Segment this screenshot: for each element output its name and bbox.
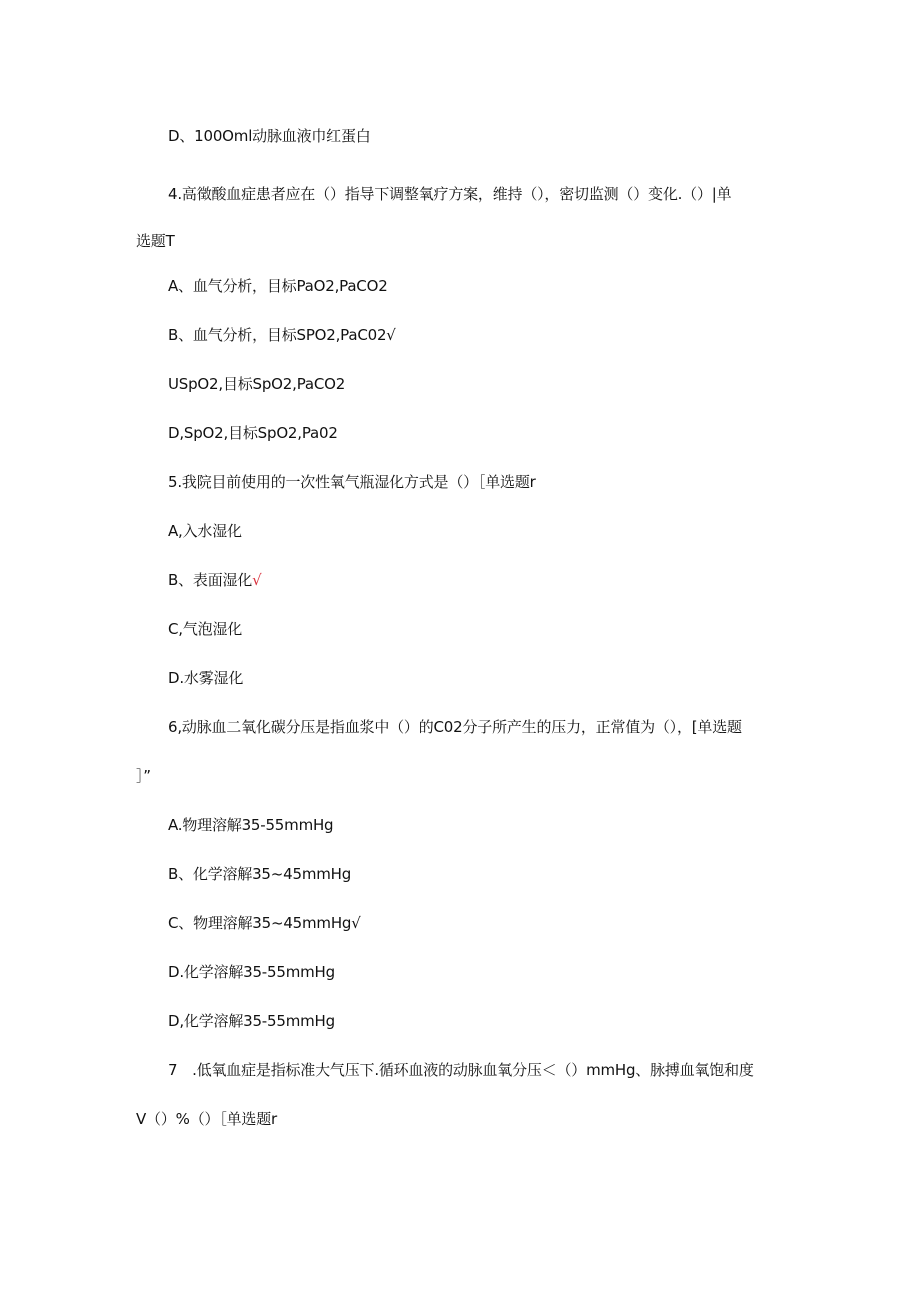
q5-option-d: D.水雾湿化 — [168, 669, 244, 687]
q3-option-d: D、100Oml动脉血液巾红蛋白 — [168, 127, 371, 145]
q4-stem-continued: 选题T — [136, 232, 175, 250]
q4-option-d: D,SpO2,目标SpO2,Pa02 — [168, 424, 338, 442]
q6-option-d-1: D.化学溶解35-55mmHg — [168, 963, 335, 981]
q7-stem-continued: V（）%（）［单选题r — [136, 1110, 277, 1128]
q5-stem: 5.我院目前使用的一次性氧气瓶湿化方式是（）［单选题r — [168, 473, 536, 491]
check-mark-icon: √ — [252, 571, 262, 589]
q4-option-c: USpO2,目标SpO2,PaCO2 — [168, 375, 346, 393]
q5-option-c: C,气泡湿化 — [168, 620, 243, 638]
q5-option-a: A,入水湿化 — [168, 522, 242, 540]
q4-option-a: A、血气分析，目标PaO2,PaCO2 — [168, 277, 388, 295]
q4-option-b: B、血气分析，目标SPO2,PaC02√ — [168, 326, 396, 344]
q6-option-c: C、物理溶解35~45mmHg√ — [168, 914, 361, 932]
q6-option-a: A.物理溶解35-55mmHg — [168, 816, 334, 834]
q6-option-d-2: D,化学溶解35-55mmHg — [168, 1012, 335, 1030]
q7-stem: 7 .低氧血症是指标准大气压下.循环血液的动脉血氧分压＜（）mmHg、脉搏血氧饱和度 — [168, 1061, 754, 1079]
q5-option-b — [168, 570, 261, 590]
q6-stem-continued: ］” — [136, 767, 151, 785]
q4-stem: 4.高徵酸血症患者应在（）指导下调整氧疗方案，维持（），密切监测（）变化.（）|单 — [168, 185, 732, 203]
q6-option-b: B、化学溶解35~45mmHg — [168, 865, 352, 883]
q6-stem: 6,动脉血二氧化碳分压是指血浆中（）的C02分子所产生的压力，正常值为（），[单选题 — [168, 718, 742, 736]
q5-option-b-text: B、表面湿化 — [168, 571, 253, 589]
